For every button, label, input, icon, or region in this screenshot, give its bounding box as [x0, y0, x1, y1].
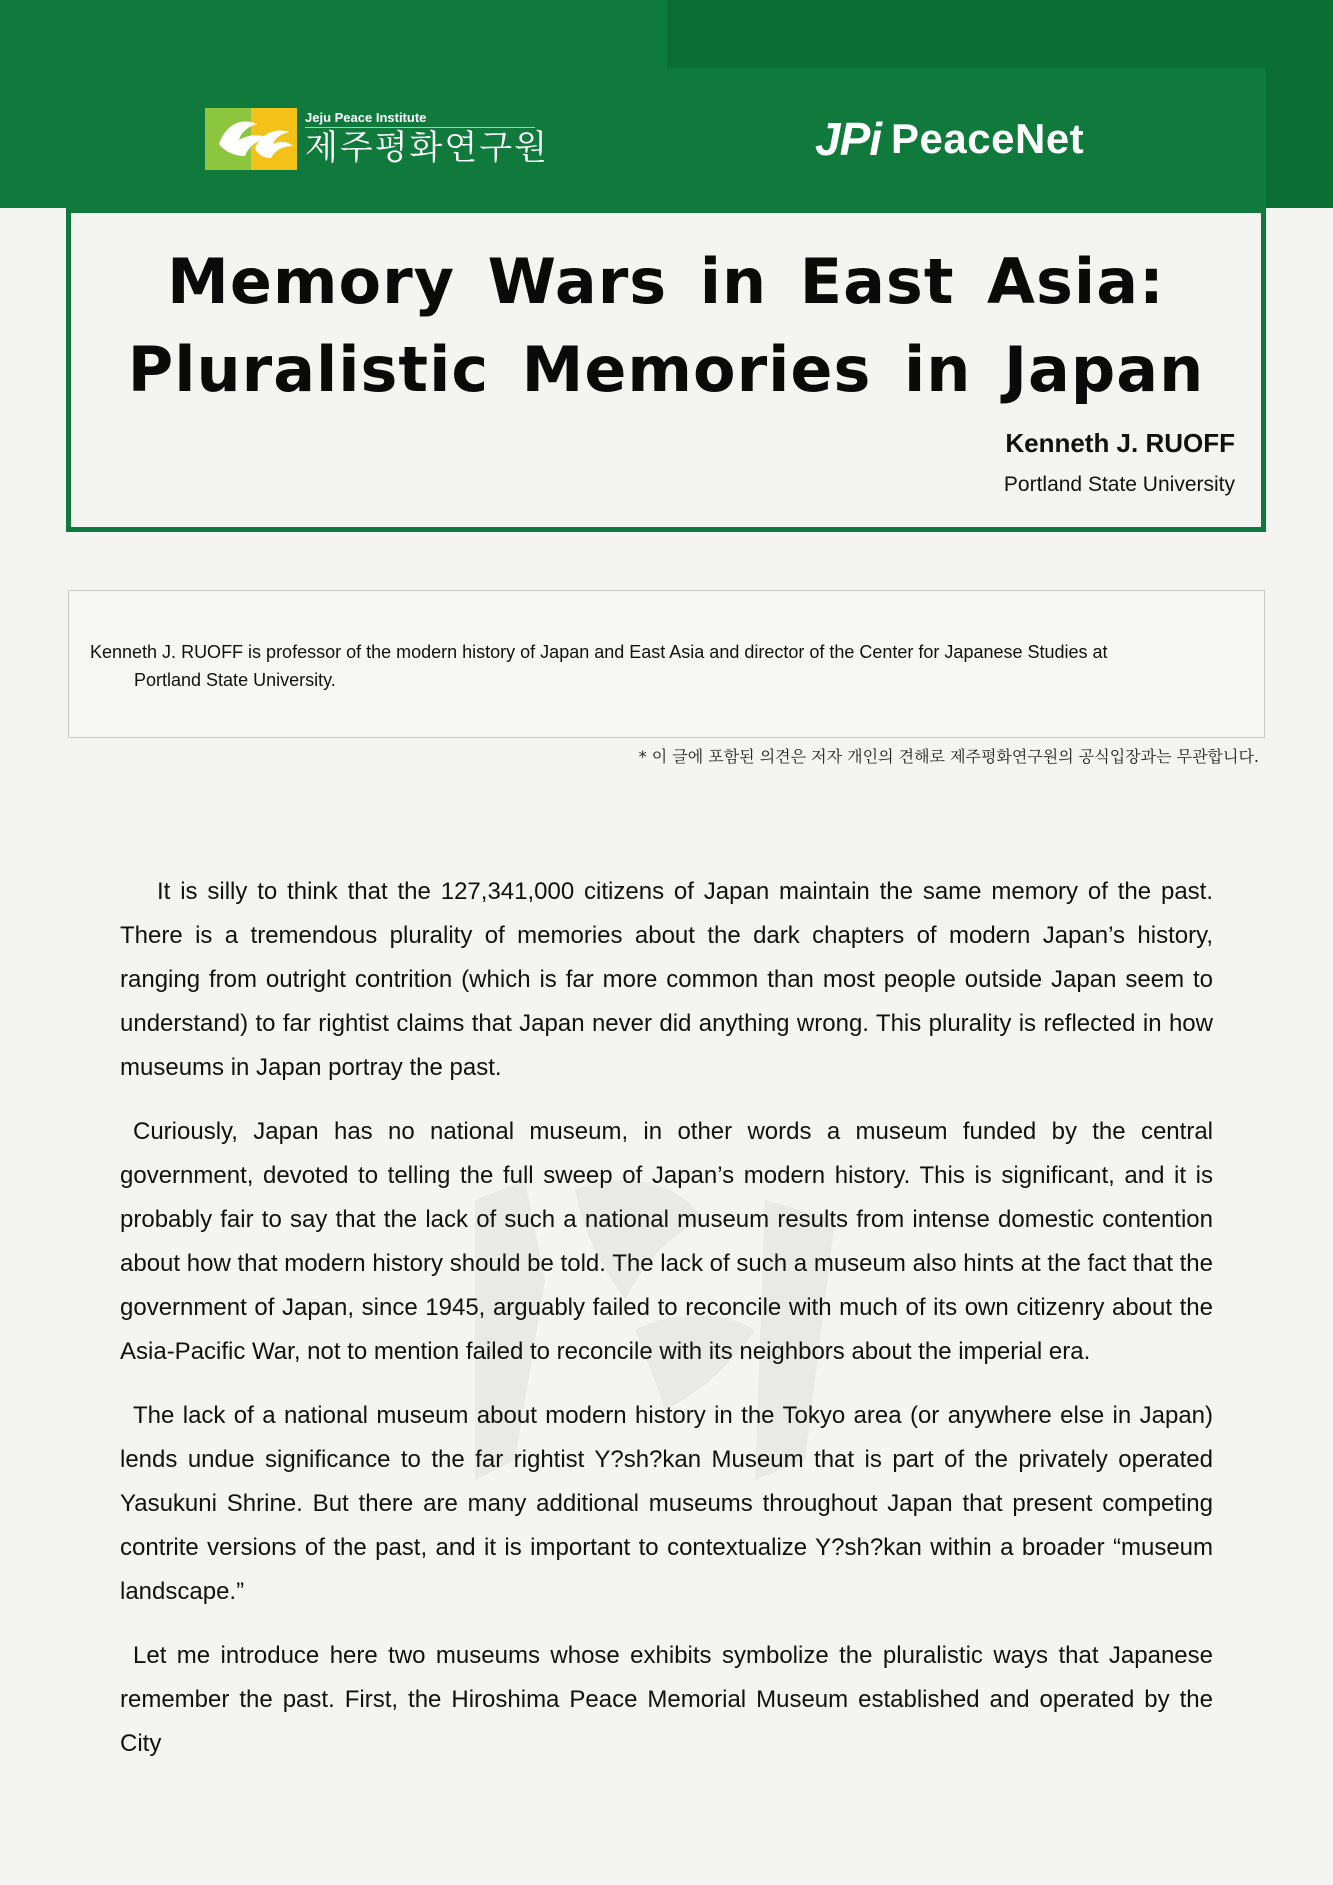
- bio-line-2: Portland State University.: [134, 670, 336, 690]
- author-bio: [90, 638, 1242, 694]
- title-line-2: Pluralistic Memories in Japan: [127, 333, 1205, 406]
- bio-line-1: Kenneth J. RUOFF is professor of the modern history of Japan and East Asia and director of the Center for Japanese Studies at: [90, 642, 1108, 662]
- jpi-brand-mark: JPi: [815, 113, 882, 165]
- peacenet-logo[interactable]: [815, 112, 1084, 166]
- jeju-peace-institute-logo[interactable]: [205, 108, 549, 170]
- peacenet-brand-name: PeaceNet: [891, 115, 1085, 162]
- body-paragraph: It is silly to think that the 127,341,000 citizens of Japan maintain the same memory of the past. There is a tremendous plurality of memories about the dark chapters of modern Japan’s history, ranging from outright contrition (which is far more common than most people outside Japan seem to understand) to far rightist claims that Japan never did anything wrong. This plurality is reflected in how museums in Japan portray the past.: [120, 878, 1213, 1081]
- author-name: Kenneth J. RUOFF: [1005, 428, 1235, 458]
- disclaimer-note: * 이 글에 포함된 의견은 저자 개인의 견해로 제주평화연구원의 공식입장과는 무관합니다.: [638, 747, 1259, 766]
- body-paragraph: Curiously, Japan has no national museum, in other words a museum funded by the central government, devoted to telling the full sweep of Japan’s modern history. This is significant, and it is probably fair to say that the lack of such a national museum results from intense domestic contention about how that modern history should be told. The lack of such a museum also hints at the fact that the government of Japan, since 1945, arguably failed to reconcile with much of its own citizenry about the Asia-Pacific War, not to mention failed to reconcile with its neighbors about the imperial era.: [120, 1118, 1213, 1365]
- author-affiliation: Portland State University: [1003, 473, 1235, 496]
- title-line-1: Memory Wars in East Asia:: [167, 245, 1165, 318]
- body-paragraph: Let me introduce here two museums whose exhibits symbolize the pluralistic ways that Japanese remember the past. First, the Hiroshima Peace Memorial Museum established and operated by the City: [120, 1642, 1213, 1757]
- logo-korean-name: 제주평화연구원: [305, 128, 549, 168]
- body-paragraph: The lack of a national museum about modern history in the Tokyo area (or anywhere else in Japan) lends undue significance to the far rightist Y?sh?kan Museum that is part of the privately operated Yasukuni Shrine. But there are many additional museums throughout Japan that present competing contrite versions of the past, and it is important to contextualize Y?sh?kan within a broader “museum landscape.”: [120, 1402, 1213, 1605]
- logo-english-name: Jeju Peace Institute: [305, 110, 535, 128]
- article-body: [120, 870, 1213, 1786]
- dove-logo-icon: [205, 108, 297, 170]
- document-title: [66, 238, 1266, 414]
